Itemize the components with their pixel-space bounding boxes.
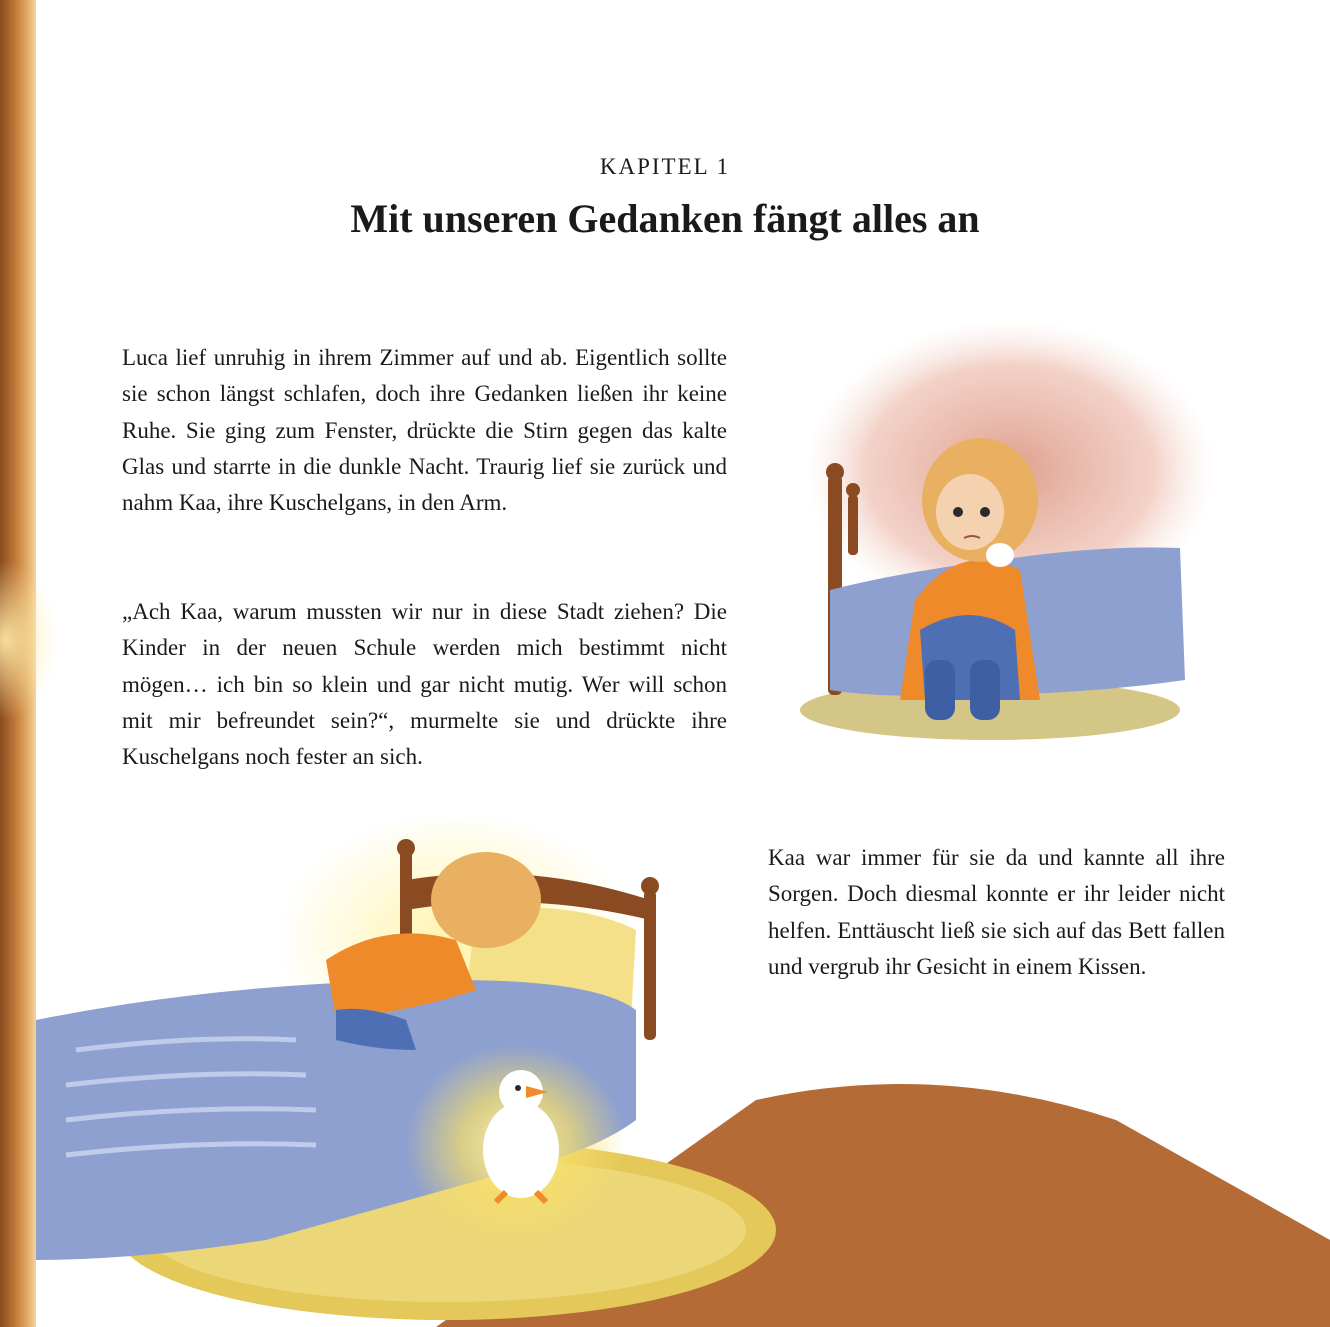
paragraph-2: „Ach Kaa, warum mussten wir nur in diese Stadt ziehen? Die Kinder in der neuen Schule werden mich bestimmt nicht mögen… ich bin so klein und gar nicht mutig. Wer will schon mit mir befreundet sein?“, murmelte sie und drückte ihre Kuschelgans noch fester an sich.: [122, 599, 727, 770]
sad-girl-sitting-on-bed-illustration: [760, 300, 1220, 750]
paragraph-1: Luca lief unruhig in ihrem Zimmer auf und ab. Eigentlich sollte sie schon längst schlafen, doch ihre Gedanken ließen ihr keine Ruhe. Sie ging zum Fenster, drückte die Stirn gegen das kalte Glas und starrte in die dunkle Nacht. Traurig lief sie zurück und nahm Kaa, ihre Kuschelgans, in den Arm.: [122, 345, 727, 516]
chapter-number: KAPITEL 1: [599, 154, 731, 179]
chapter-title: Mit unseren Gedanken fängt alles an: [350, 196, 980, 241]
spine-light-glow: [0, 560, 60, 720]
paragraph-3: Kaa war immer für sie da und kannte all ihre Sorgen. Doch diesmal konnte er ihr leider nicht helfen. Enttäuscht ließ sie sich auf das Bett fallen und vergrub ihr Gesicht in einem Kissen.: [768, 845, 1225, 979]
girl-on-bed-with-glowing-goose-illustration: [36, 820, 1330, 1327]
